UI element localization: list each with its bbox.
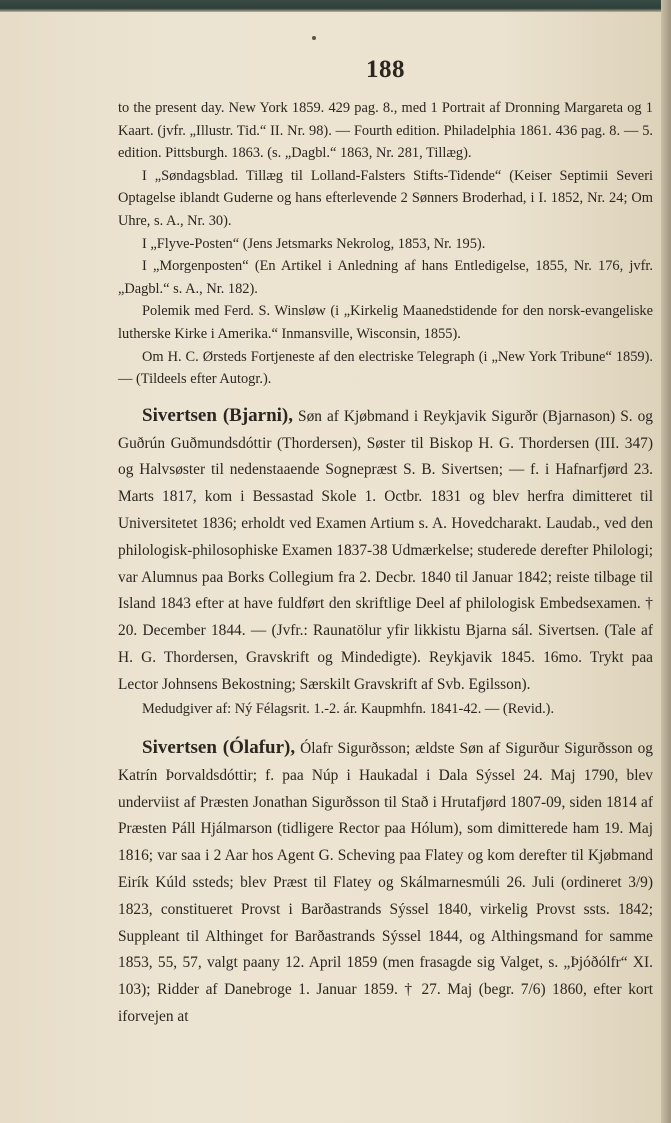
entry-bjarni-sivertsen xyxy=(118,403,653,699)
entry-olafur-sivertsen xyxy=(118,735,653,1031)
paragraph: I „Morgenposten“ (En Artikel i Anledning af hans Entledigelse, 1855, Nr. 176, jvfr. „Dagbl.“ s. A., Nr. 182). xyxy=(118,258,653,297)
entry-note: Medudgiver af: Ný Félagsrit. 1.-2. ár. Kaupmhfn. 1841-42. — (Revid.). xyxy=(142,701,555,718)
page-top-edge xyxy=(0,0,671,12)
entry-body: Ólafr Sigurðsson; ældste Søn af Sigurður Sigurðsson og Katrín Þorvaldsdóttir; f. paa Núp i Haukadal i Dala Sýssel 24. Maj 1790, blev underviist af Præsten Jonathan Sigurðsson til Stað i Hrutafjørd 1807-09, siden 1814 af Præsten Páll Hjálmarson (tidligere Rector paa Hólum), som dimitterede ham 19. Maj 1816; var saa i 2 Aar hos Agent G. Scheving paa Flatey og kom derefter til Kjøbmand Eirík Kúld ssteds; blev Præst til Flatey og Skálmarnesmúli 26. Juli (ordineret 3/9) 1823, constitueret Provst i Barðastrands Sýssel 1840, virkelig Provst ssts. 1842; Suppleant til Althinget for Barðastrands Sýssel 1844, og Althingsmand for samme 1853, 55, 57, valgt paany 12. April 1859 (men frasagde sig Valget, s. „Þjóðólfr“ XI. 103); Ridder af Danebroge 1. Januar 1859. † 27. Maj (begr. 7/6) 1860, efter kort iforvejen at xyxy=(118,740,653,1026)
page-number: 188 xyxy=(366,56,405,83)
paragraph: Om H. C. Ørsteds Fortjeneste af den electriske Telegraph (i „New York Tribune“ 1859). — (Tildeels efter Autogr.). xyxy=(118,348,653,388)
page-text xyxy=(118,97,653,1031)
entry-body: Søn af Kjøbmand i Reykjavik Sigurðr (Bjarnason) S. og Guðrún Guðmundsdóttir (Thordersen), Søster til Biskop H. G. Thordersen (III. 347) og Halvsøster til nedenstaaende Sognepræst S. B. Sivertsen; — f. i Hafnarfjørd 23. Marts 1817, kom i Bessastad Skole 1. Octbr. 1831 og blev herfra dimitteret til Universitetet 1836; erholdt ved Examen Artium s. A. Hovedcharakt. Laudab., ved den philologisk-philosophiske Examen 1837-38 Udmærkelse; studerede derefter Philologi; var Alumnus paa Borks Collegium fra 2. Decbr. 1840 til Januar 1842; reiste tilbage til Island 1843 efter at have fuldført den skriftlige Deel af philologisk Embedsexamen. † 20. December 1844. — (Jvfr.: Raunatölur yfir likkistu Bjarna sál. Sivertsen. (Tale af H. G. Thordersen, Gravskrift og Mindedigte). Reykjavik 1845. 16mo. Trykt paa Lector Johnsens Bekostning; Særskilt Gravskrift af Svb. Egilsson). xyxy=(118,407,653,693)
paragraph: Polemik med Ferd. S. Winsløw (i „Kirkelig Maanedstidende for den norsk-evangeliske lutherske Kirke i Amerika.“ Inmansville, Wisconsin, 1855). xyxy=(118,303,653,342)
paragraph: to the present day. New York 1859. 429 pag. 8., med 1 Portrait af Dronning Margareta og 1 Kaart. (jvfr. „Illustr. Tid.“ II. Nr. 98). — Fourth edition. Philadelphia 1861. 436 pag. 8. — 5. edition. Pittsburgh. 1863. (s. „Dagbl.“ 1863, Nr. 281, Tillæg). xyxy=(118,100,653,162)
entry-heading: Sivertsen (Ólafur), xyxy=(142,737,296,759)
page-right-edge xyxy=(661,0,671,1123)
print-mark xyxy=(312,36,316,40)
paragraph: I „Søndagsblad. Tillæg til Lolland-Falsters Stifts-Tidende“ (Keiser Septimii Severi Optagelse iblandt Guderne og hans efterlevende 2 Sønners Broderhad, i I. 1852, Nr. 24; Om Uhre, s. A., Nr. 30). xyxy=(118,167,653,229)
entry-heading: Sivertsen (Bjarni), xyxy=(142,404,294,426)
paragraph: I „Flyve-Posten“ (Jens Jetsmarks Nekrolog, 1853, Nr. 195). xyxy=(142,235,486,252)
